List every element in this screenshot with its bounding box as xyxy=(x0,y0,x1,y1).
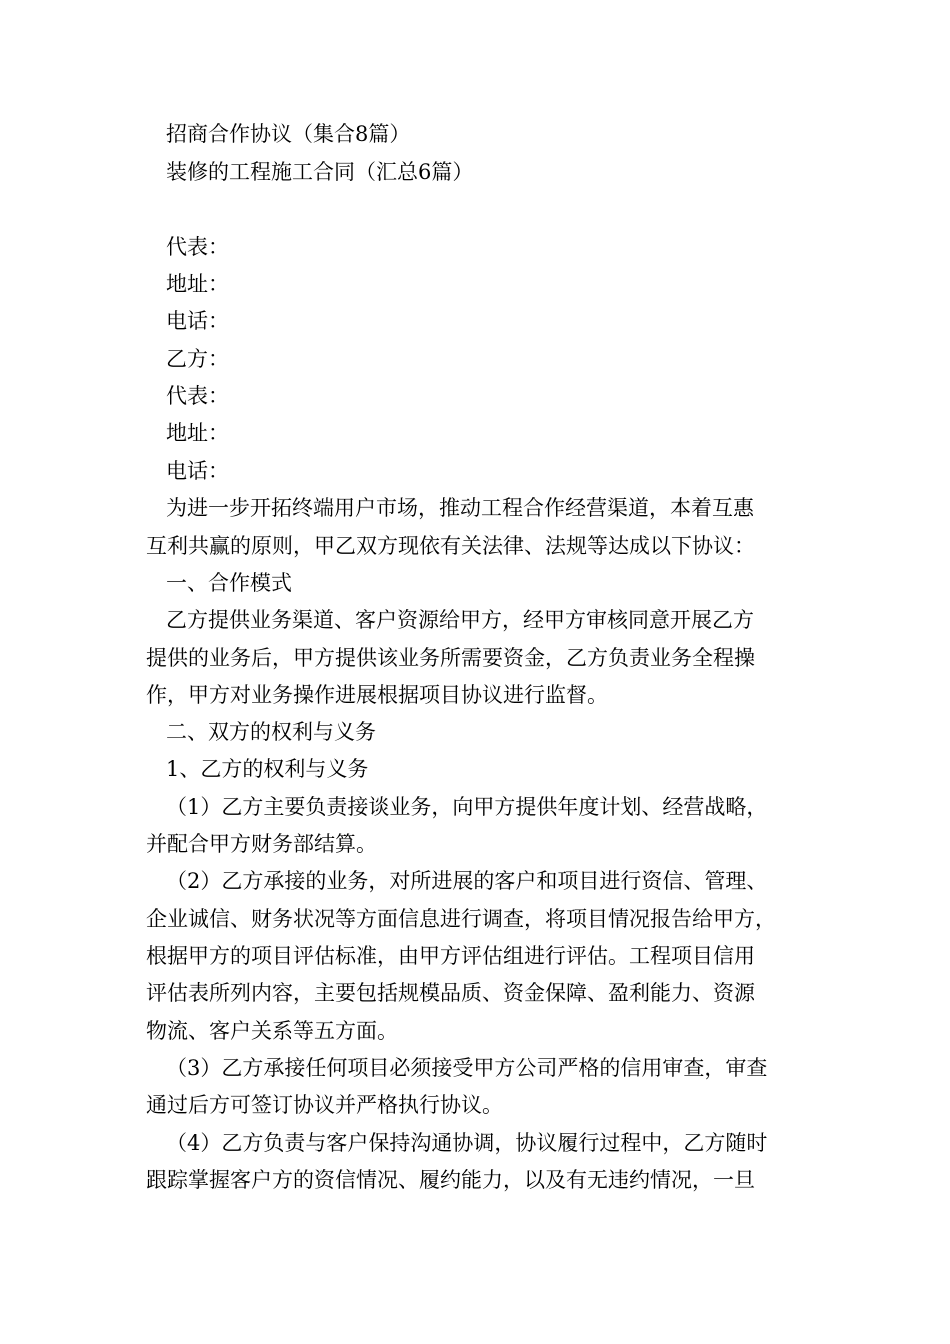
subsection-heading: 1、乙方的权利与义务 xyxy=(166,757,369,781)
body-text-line: 根据甲方的项目评估标准，由甲方评估组进行评估。工程项目信用 xyxy=(146,944,755,968)
body-text-line: （2）乙方承接的业务，对所进展的客户和项目进行资信、管理、 xyxy=(166,869,768,893)
party-field-label: 电话： xyxy=(166,459,229,483)
body-text-line: 跟踪掌握客户方的资信情况、履约能力，以及有无违约情况，一旦 xyxy=(146,1168,755,1192)
body-text-line: 为进一步开拓终端用户市场，推动工程合作经营渠道，本着互惠 xyxy=(166,496,754,520)
body-text-line: （1）乙方主要负责接谈业务，向甲方提供年度计划、经营战略， xyxy=(166,795,768,819)
body-text-line: 物流、客户关系等五方面。 xyxy=(146,1019,398,1043)
body-text-line: （4）乙方负责与客户保持沟通协调，协议履行过程中，乙方随时 xyxy=(166,1131,768,1155)
document-heading: 装修的工程施工合同（汇总6篇） xyxy=(166,160,474,184)
document-heading: 招商合作协议（集合8篇） xyxy=(166,122,411,146)
party-field-label: 电话： xyxy=(166,309,229,333)
body-text-line: 提供的业务后，甲方提供该业务所需要资金，乙方负责业务全程操 xyxy=(146,646,755,670)
party-field-label: 代表： xyxy=(166,384,229,408)
body-text-line: 企业诚信、财务状况等方面信息进行调查，将项目情况报告给甲方， xyxy=(146,907,776,931)
party-field-label: 乙方： xyxy=(166,347,229,371)
body-text-line: 互利共赢的原则，甲乙双方现依有关法律、法规等达成以下协议： xyxy=(146,534,755,558)
party-field-label: 地址： xyxy=(166,272,229,296)
body-text-line: 并配合甲方财务部结算。 xyxy=(146,832,377,856)
body-text-line: 评估表所列内容，主要包括规模品质、资金保障、盈利能力、资源 xyxy=(146,981,755,1005)
body-text-line: 作，甲方对业务操作进展根据项目协议进行监督。 xyxy=(146,683,608,707)
party-field-label: 地址： xyxy=(166,421,229,445)
section-heading: 一、合作模式 xyxy=(166,571,292,595)
body-text-line: 乙方提供业务渠道、客户资源给甲方，经甲方审核同意开展乙方 xyxy=(166,608,754,632)
body-text-line: 通过后方可签订协议并严格执行协议。 xyxy=(146,1093,503,1117)
section-heading: 二、双方的权利与义务 xyxy=(166,720,376,744)
party-field-label: 代表： xyxy=(166,235,229,259)
body-text-line: （3）乙方承接任何项目必须接受甲方公司严格的信用审查，审查 xyxy=(166,1056,768,1080)
